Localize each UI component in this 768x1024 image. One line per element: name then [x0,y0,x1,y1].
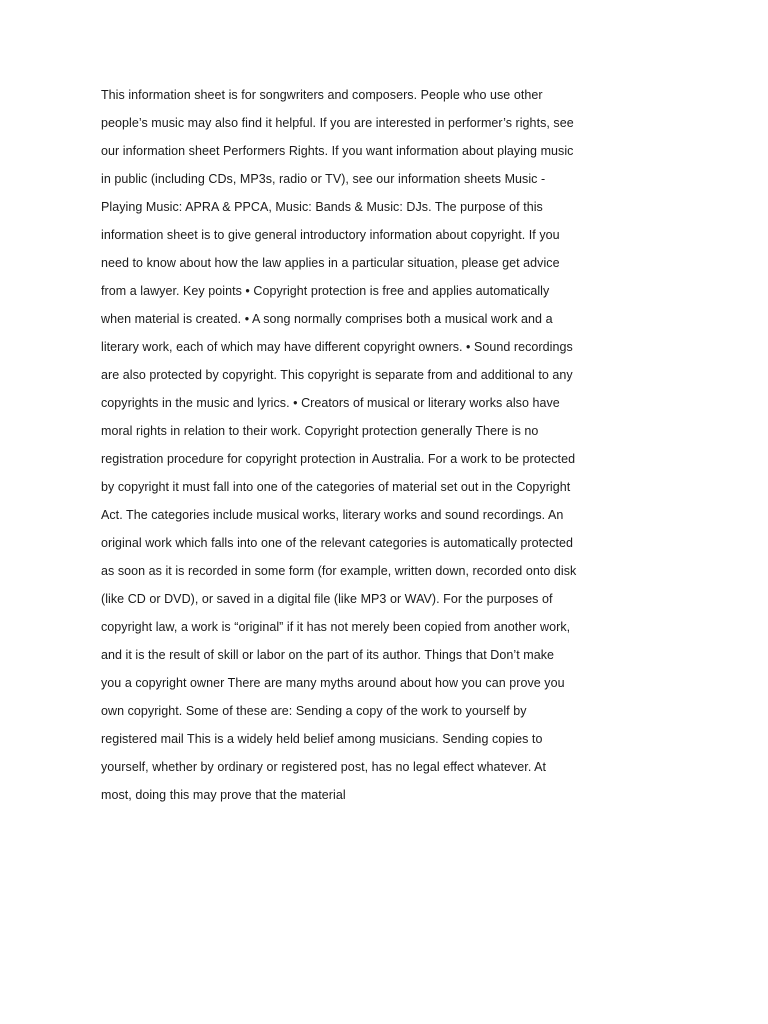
text-line: Act. The categories include musical works, literary works and sound recordings. An [101,508,564,522]
text-line: literary work, each of which may have different copyright owners. • Sound recordings [101,340,573,354]
text-line: yourself, whether by ordinary or registered post, has no legal effect whatever. At [101,760,547,774]
text-line: people’s music may also find it helpful. If you are interested in performer’s rights, see [101,116,574,130]
text-line: moral rights in relation to their work. Copyright protection generally There is no [101,424,539,438]
text-line: Playing Music: APRA & PPCA, Music: Bands & Music: DJs. The purpose of this [101,200,543,214]
text-line: you a copyright owner There are many myths around about how you can prove you [101,676,565,690]
text-line: need to know about how the law applies in a particular situation, please get advice [101,256,560,270]
text-line: from a lawyer. Key points • Copyright protection is free and applies automatically [101,284,550,298]
text-line: our information sheet Performers Rights. If you want information about playing music [101,144,574,158]
text-line: copyrights in the music and lyrics. • Creators of musical or literary works also have [101,396,560,410]
text-line: own copyright. Some of these are: Sending a copy of the work to yourself by [101,704,527,718]
text-line: copyright law, a work is “original” if it has not merely been copied from another work, [101,620,571,634]
text-line: are also protected by copyright. This copyright is separate from and additional to any [101,368,573,382]
text-line: most, doing this may prove that the material [101,788,346,802]
text-line: This information sheet is for songwriters and composers. People who use other [101,88,543,102]
text-line: registered mail This is a widely held belief among musicians. Sending copies to [101,732,543,746]
text-line: and it is the result of skill or labor on the part of its author. Things that Don’t make [101,648,555,662]
text-line: by copyright it must fall into one of the categories of material set out in the Copyright [101,480,571,494]
text-line: in public (including CDs, MP3s, radio or TV), see our information sheets Music - [101,172,546,186]
text-line: registration procedure for copyright protection in Australia. For a work to be protected [101,452,576,466]
text-line: when material is created. • A song normally comprises both a musical work and a [101,312,553,326]
text-line: (like CD or DVD), or saved in a digital file (like MP3 or WAV). For the purposes of [101,592,553,606]
text-line: original work which falls into one of the relevant categories is automatically protected [101,536,574,550]
body-text [101,86,701,814]
text-line: information sheet is to give general introductory information about copyright. If you [101,228,560,242]
text-line: as soon as it is recorded in some form (for example, written down, recorded onto disk [101,564,577,578]
